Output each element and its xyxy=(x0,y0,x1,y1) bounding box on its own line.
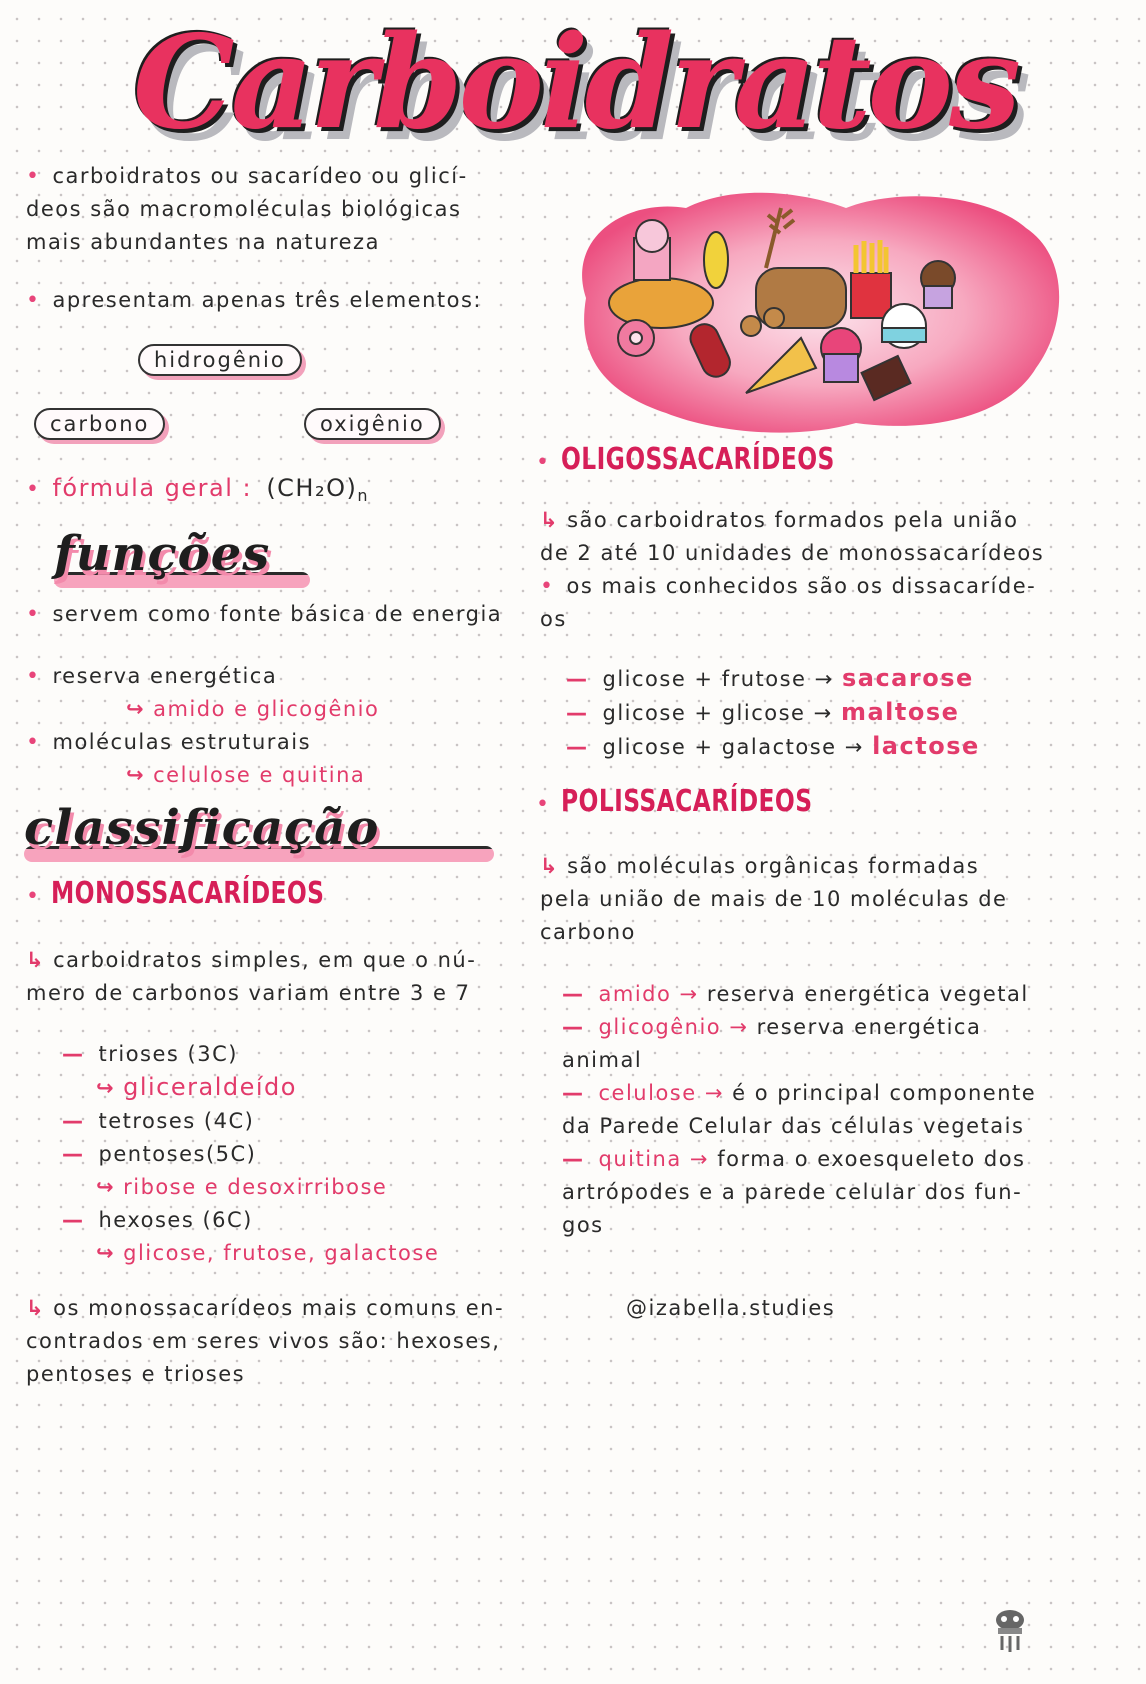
poli-celulose-desc: é o principal componente xyxy=(732,1081,1037,1105)
dash-icon: — xyxy=(62,1208,85,1232)
mono-hexoses: hexoses (6C) xyxy=(98,1208,253,1232)
poli-description xyxy=(540,850,1100,949)
poli-celulose-term: celulose xyxy=(598,1081,697,1105)
mono-pentoses: pentoses(5C) xyxy=(98,1142,257,1166)
poli-desc-line-1: são moléculas orgânicas formadas xyxy=(567,854,980,878)
intro-line-1: carboidratos ou sacarídeo ou glicí- xyxy=(52,164,468,188)
poli-heading: POLISSACARÍDEOS xyxy=(560,784,813,819)
mono-heading-block xyxy=(26,876,402,911)
mono-types xyxy=(62,1038,542,1270)
funcoes-item-2-sub: amido e glicogênio xyxy=(153,697,380,721)
mono-hexoses-example: glicose, frutose, galactose xyxy=(123,1241,440,1265)
funcoes-item-2: reserva energética xyxy=(52,664,278,688)
poli-quitina-desc: forma o exoesqueleto dos xyxy=(717,1147,1026,1171)
cookie-icon xyxy=(741,316,761,336)
bullet-icon: • xyxy=(536,450,549,475)
mono-pentoses-example: ribose e desoxirribose xyxy=(123,1175,388,1199)
signature: @izabella.studies xyxy=(626,1296,836,1320)
mono-tetroses: tetroses (4C) xyxy=(98,1109,255,1133)
bullet-icon: • xyxy=(26,164,41,189)
oligo-desc-line-1: são carboidratos formados pela união xyxy=(567,508,1019,532)
poli-glicogenio-term: glicogênio xyxy=(598,1015,722,1039)
elements-intro-text: apresentam apenas três elementos: xyxy=(52,288,482,312)
intro-paragraph xyxy=(26,160,546,259)
corn-icon xyxy=(704,232,728,288)
arrow-right-icon: ↪ xyxy=(126,763,146,787)
oligo-desc-line-3: os mais conhecidos são os dissacaríde- xyxy=(566,574,1037,598)
poli-desc-line-2: pela união de mais de 10 moléculas de xyxy=(540,887,1008,911)
bullet-icon: • xyxy=(26,730,41,755)
poli-glicogenio-desc: reserva energética xyxy=(756,1015,982,1039)
arrow-right-icon: ↪ xyxy=(96,1076,116,1100)
element-bubble-carbono: carbono xyxy=(34,408,165,440)
dash-icon: — xyxy=(562,1081,585,1105)
mono-description xyxy=(26,944,556,1010)
poli-heading-block xyxy=(536,784,883,819)
poli-quitina-term: quitina xyxy=(598,1147,682,1171)
formula-subscript: n xyxy=(357,486,369,506)
poli-desc-line-3: carbono xyxy=(540,920,636,944)
reaction-1-product: sacarose xyxy=(841,664,974,692)
poli-celulose-desc-2: da Parede Celular das células vegetais xyxy=(562,1114,1025,1138)
reaction-1-reactants: glicose + frutose xyxy=(602,667,807,691)
arrow-icon: → xyxy=(813,701,833,725)
dash-icon: — xyxy=(562,982,585,1006)
arrow-icon: → xyxy=(704,1081,724,1105)
page-title: Carboidratos xyxy=(132,8,1018,158)
dash-icon: — xyxy=(562,1147,585,1171)
dash-icon: — xyxy=(62,1109,85,1133)
poli-amido-term: amido xyxy=(598,982,672,1006)
intro-line-2: deos são macromoléculas biológicas xyxy=(26,197,462,221)
dash-icon: — xyxy=(62,1042,85,1066)
bullet-icon: • xyxy=(26,602,41,627)
dash-icon: — xyxy=(562,1015,585,1039)
mono-note-line-2: contrados em seres vivos são: hexoses, xyxy=(26,1329,501,1353)
arrow-icon: → xyxy=(729,1015,749,1039)
funcoes-list xyxy=(26,598,546,792)
oligo-desc-line-4: os xyxy=(540,607,567,631)
arrow-right-icon: ↪ xyxy=(96,1241,116,1265)
poli-glicogenio-desc-2: animal xyxy=(562,1048,643,1072)
mascot-icon xyxy=(990,1606,1030,1658)
reaction-3-product: lactose xyxy=(872,732,980,760)
arrow-icon: → xyxy=(814,667,834,691)
mono-desc-line-2: mero de carbonos variam entre 3 e 7 xyxy=(26,981,471,1005)
arrow-icon: → xyxy=(679,982,699,1006)
classificacao-heading-block xyxy=(24,800,494,862)
reaction-2-reactants: glicose + glicose xyxy=(602,701,806,725)
arrow-right-icon: ↳ xyxy=(540,508,560,532)
dash-icon: — xyxy=(566,667,589,691)
mono-desc-line-1: carboidratos simples, em que o nú- xyxy=(53,948,477,972)
oligo-heading: OLIGOSSACARÍDEOS xyxy=(560,442,835,477)
formula-label: fórmula geral : xyxy=(52,474,253,502)
element-bubble-oxigenio: oxigênio xyxy=(304,408,441,440)
formula-value: (CH₂O) xyxy=(266,474,358,502)
reaction-3-reactants: glicose + galactose xyxy=(602,735,837,759)
arrow-right-icon: ↳ xyxy=(540,854,560,878)
mono-note xyxy=(26,1292,566,1391)
arrow-right-icon: ↳ xyxy=(26,1296,46,1320)
mono-note-line-1: os monossacarídeos mais comuns en- xyxy=(53,1296,505,1320)
croissant-icon xyxy=(609,278,713,328)
poli-quitina-desc-3: gos xyxy=(562,1213,604,1237)
funcoes-heading: funções xyxy=(54,526,271,582)
oligo-heading-block xyxy=(536,442,912,477)
mono-trioses-example: gliceraldeído xyxy=(123,1073,297,1101)
bullet-icon: • xyxy=(26,884,39,909)
mono-heading: MONOSSACARÍDEOS xyxy=(50,876,325,911)
bullet-icon: • xyxy=(540,574,555,599)
poli-quitina-desc-2: artrópodes e a parede celular dos fun- xyxy=(562,1180,1023,1204)
funcoes-item-3: moléculas estruturais xyxy=(52,730,312,754)
funcoes-heading-block xyxy=(54,526,310,588)
poli-amido-desc: reserva energética vegetal xyxy=(706,982,1029,1006)
mono-trioses: trioses (3C) xyxy=(98,1042,238,1066)
food-illustration xyxy=(566,178,1071,440)
bullet-icon: • xyxy=(26,288,41,313)
dash-icon: — xyxy=(566,701,589,725)
bullet-icon: • xyxy=(26,664,41,689)
arrow-right-icon: ↪ xyxy=(126,697,146,721)
arrow-icon: → xyxy=(689,1147,710,1171)
bullet-icon: • xyxy=(536,792,549,817)
oligo-description xyxy=(540,504,1100,636)
bullet-icon: • xyxy=(26,477,41,502)
arrow-right-icon: ↪ xyxy=(96,1175,116,1199)
element-bubble-hidrogenio: hidrogênio xyxy=(138,344,302,376)
formula-line xyxy=(26,472,369,512)
oligo-desc-line-2: de 2 até 10 unidades de monossacarídeos xyxy=(540,541,1045,565)
poli-list xyxy=(562,978,1102,1242)
reaction-2-product: maltose xyxy=(840,698,960,726)
funcoes-item-1: servem como fonte básica de energia xyxy=(52,602,503,626)
oligo-reactions xyxy=(566,662,1066,764)
dash-icon: — xyxy=(62,1142,85,1166)
intro-line-3: mais abundantes na natureza xyxy=(26,230,380,254)
elements-intro xyxy=(26,284,482,317)
dash-icon: — xyxy=(566,735,589,759)
mono-note-line-3: pentoses e trioses xyxy=(26,1362,246,1386)
arrow-right-icon: ↳ xyxy=(26,948,46,972)
classificacao-heading: classificação xyxy=(24,800,380,856)
fries-icon xyxy=(851,273,891,318)
funcoes-item-3-sub: celulose e quitina xyxy=(153,763,366,787)
arrow-icon: → xyxy=(844,735,864,759)
